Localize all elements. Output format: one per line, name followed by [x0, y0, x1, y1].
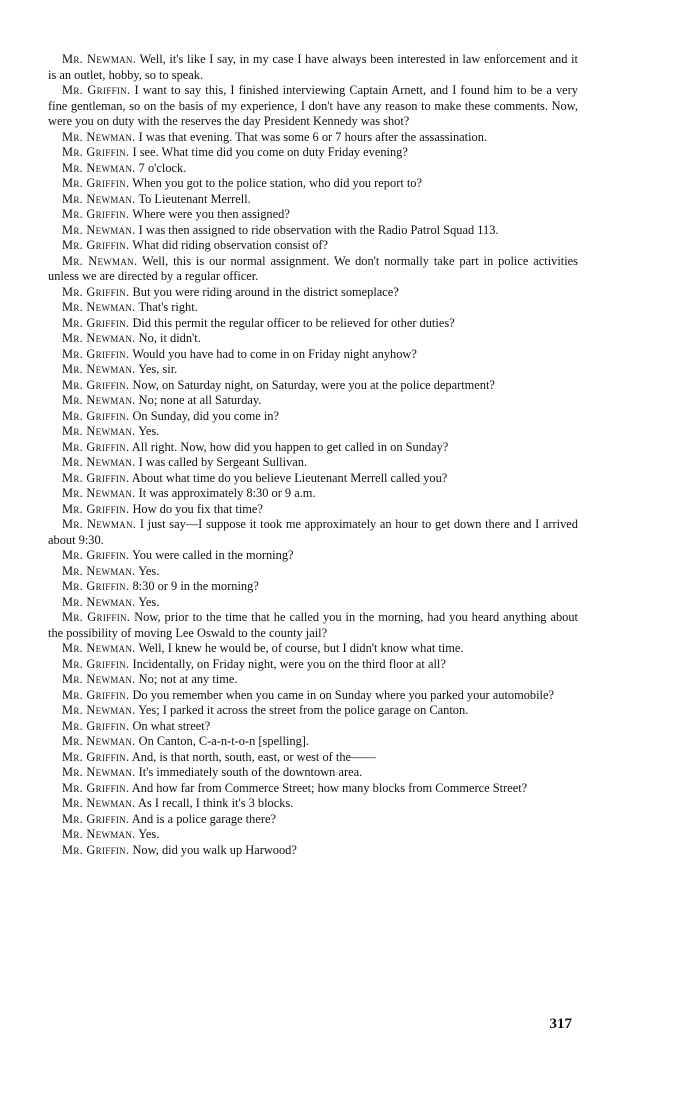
speaker-name: Mr. Newman.	[62, 827, 136, 841]
speaker-name: Mr. Griffin.	[62, 284, 130, 299]
transcript-paragraph	[48, 688, 578, 704]
speaker-name: Mr. Newman.	[62, 52, 137, 66]
speaker-name: Mr. Griffin.	[62, 548, 130, 562]
transcript-paragraph	[48, 734, 578, 750]
speaker-name: Mr. Newman.	[62, 517, 137, 531]
speech-text: No, it didn't.	[138, 331, 201, 345]
speech-text: I see. What time did you come on duty Friday evening?	[132, 145, 408, 159]
speaker-name: Mr. Newman.	[62, 362, 136, 376]
speech-text: No; none at all Saturday.	[138, 393, 262, 407]
speaker-name: Mr. Griffin.	[62, 408, 130, 423]
transcript-paragraph	[48, 564, 578, 580]
transcript-paragraph	[48, 657, 578, 673]
transcript-paragraph	[48, 238, 578, 254]
speech-text: Well, it's like I say, in my case I have always been interested in law enforcement and it is an outlet, hobby, so to speak.	[48, 52, 578, 82]
speech-text: Now, prior to the time that he called you in the morning, had you heard anything about the possibility of moving Lee Oswald to the county jail?	[48, 610, 578, 640]
speech-text: Yes; I parked it across the street from the police garage on Canton.	[138, 703, 469, 717]
speech-text: When you got to the police station, who did you report to?	[132, 176, 422, 190]
speech-text: And is a police garage there?	[131, 811, 276, 826]
speaker-name: Mr. Griffin.	[62, 718, 130, 733]
transcript	[48, 52, 578, 858]
speaker-name: Mr. Griffin.	[62, 377, 130, 392]
transcript-paragraph	[48, 502, 578, 518]
transcript-paragraph	[48, 719, 578, 735]
speech-text: Well, this is our normal assignment. We don't normally take part in police activities unless we are directed by a regular officer.	[48, 253, 578, 283]
transcript-paragraph	[48, 207, 578, 223]
speaker-name: Mr. Newman.	[62, 734, 136, 748]
speech-text: It was approximately 8:30 or 9 a.m.	[138, 486, 316, 500]
transcript-paragraph	[48, 595, 578, 611]
speaker-name: Mr. Newman.	[62, 703, 136, 717]
transcript-paragraph	[48, 471, 578, 487]
transcript-paragraph	[48, 796, 578, 812]
transcript-paragraph	[48, 843, 578, 859]
speaker-name: Mr. Griffin.	[62, 656, 130, 671]
transcript-paragraph	[48, 223, 578, 239]
transcript-paragraph	[48, 440, 578, 456]
speech-text: I just say—I suppose it took me approximately an hour to get down there and I arrived about 9:30.	[48, 517, 578, 547]
transcript-paragraph	[48, 517, 578, 548]
speech-text: All right. Now, how did you happen to get called in on Sunday?	[131, 439, 449, 454]
speaker-name: Mr. Griffin.	[62, 687, 130, 702]
transcript-paragraph	[48, 52, 578, 83]
speech-text: Now, on Saturday night, on Saturday, were you at the police department?	[132, 377, 495, 392]
speaker-name: Mr. Newman.	[62, 424, 136, 438]
speaker-name: Mr. Griffin.	[62, 207, 130, 221]
speaker-name: Mr. Griffin.	[62, 811, 130, 826]
speaker-name: Mr. Griffin.	[62, 579, 130, 593]
speaker-name: Mr. Newman.	[62, 486, 136, 500]
speaker-name: Mr. Newman.	[62, 222, 136, 237]
speaker-name: Mr. Newman.	[62, 331, 136, 345]
transcript-paragraph	[48, 641, 578, 657]
speech-text: But you were riding around in the district someplace?	[132, 284, 399, 299]
speech-text: No; not at any time.	[138, 672, 238, 686]
speech-text: Now, did you walk up Harwood?	[132, 842, 297, 857]
speaker-name: Mr. Griffin.	[62, 315, 130, 330]
speech-text: To Lieutenant Merrell.	[138, 191, 251, 206]
speech-text: On Canton, C-a-n-t-o-n [spelling].	[138, 734, 310, 748]
speech-text: Where were you then assigned?	[132, 207, 290, 221]
transcript-paragraph	[48, 316, 578, 332]
speech-text: Well, I knew he would be, of course, but I didn't know what time.	[138, 641, 464, 655]
speech-text: About what time do you believe Lieutenant Merrell called you?	[131, 470, 448, 485]
speech-text: And how far from Commerce Street; how many blocks from Commerce Street?	[131, 780, 528, 795]
transcript-paragraph	[48, 781, 578, 797]
speaker-name: Mr. Griffin.	[62, 610, 131, 624]
speech-text: 7 o'clock.	[138, 160, 187, 175]
speech-text: Yes.	[138, 563, 160, 578]
transcript-paragraph	[48, 176, 578, 192]
speaker-name: Mr. Newman.	[62, 191, 136, 206]
speech-text: Yes, sir.	[138, 362, 178, 376]
speaker-name: Mr. Griffin.	[62, 176, 130, 190]
speaker-name: Mr. Griffin.	[62, 780, 130, 795]
transcript-paragraph	[48, 548, 578, 564]
speaker-name: Mr. Newman.	[62, 594, 136, 609]
transcript-paragraph	[48, 285, 578, 301]
speech-text: And, is that north, south, east, or west of the——	[131, 749, 376, 764]
speech-text: I was then assigned to ride observation with the Radio Patrol Squad 113.	[138, 222, 499, 237]
speech-text: Do you remember when you came in on Sunday where you parked your automobile?	[132, 687, 554, 702]
transcript-paragraph	[48, 347, 578, 363]
speech-text: I want to say this, I finished interviewing Captain Arnett, and I found him to be a very fine gentleman, so on the basis of my experience, I don't have any reason to make these comments. Now, were you on duty with the reserves the day President Kennedy was shot?	[48, 83, 578, 128]
transcript-paragraph	[48, 424, 578, 440]
speaker-name: Mr. Griffin.	[62, 346, 130, 361]
speaker-name: Mr. Newman.	[62, 563, 136, 578]
transcript-paragraph	[48, 750, 578, 766]
speech-text: On Sunday, did you come in?	[132, 408, 279, 423]
speech-text: That's right.	[138, 300, 198, 314]
speaker-name: Mr. Newman.	[62, 641, 136, 655]
speech-text: Yes.	[138, 594, 160, 609]
speaker-name: Mr. Griffin.	[62, 842, 130, 857]
speech-text: Yes.	[138, 827, 160, 841]
transcript-paragraph	[48, 486, 578, 502]
speech-text: It's immediately south of the downtown area.	[138, 765, 363, 779]
speaker-name: Mr. Newman.	[62, 393, 136, 407]
transcript-paragraph	[48, 455, 578, 471]
transcript-paragraph	[48, 610, 578, 641]
transcript-paragraph	[48, 161, 578, 177]
speech-text: Yes.	[138, 424, 160, 438]
speech-text: I was called by Sergeant Sullivan.	[138, 455, 308, 469]
speech-text: Would you have had to come in on Friday night anyhow?	[132, 346, 417, 361]
speaker-name: Mr. Griffin.	[62, 145, 130, 159]
speaker-name: Mr. Newman.	[62, 129, 136, 144]
speaker-name: Mr. Newman.	[62, 765, 136, 779]
transcript-paragraph	[48, 130, 578, 146]
transcript-paragraph	[48, 145, 578, 161]
page-number: 317	[549, 1016, 572, 1032]
transcript-paragraph	[48, 672, 578, 688]
speech-text: As I recall, I think it's 3 blocks.	[137, 796, 294, 810]
speaker-name: Mr. Griffin.	[62, 749, 130, 764]
speaker-name: Mr. Newman.	[62, 160, 136, 175]
speaker-name: Mr. Newman.	[62, 300, 136, 314]
transcript-paragraph	[48, 409, 578, 425]
speech-text: What did riding observation consist of?	[132, 238, 329, 252]
speaker-name: Mr. Griffin.	[62, 238, 130, 252]
transcript-paragraph	[48, 765, 578, 781]
speech-text: On what street?	[132, 718, 211, 733]
speech-text: 8:30 or 9 in the morning?	[132, 579, 259, 593]
speech-text: I was that evening. That was some 6 or 7 hours after the assassination.	[138, 129, 488, 144]
speaker-name: Mr. Griffin.	[62, 470, 130, 485]
transcript-paragraph	[48, 827, 578, 843]
speech-text: Incidentally, on Friday night, were you on the third floor at all?	[132, 656, 446, 671]
speech-text: Did this permit the regular officer to be relieved for other duties?	[132, 315, 455, 330]
transcript-paragraph	[48, 378, 578, 394]
transcript-paragraph	[48, 192, 578, 208]
speech-text: You were called in the morning?	[132, 548, 294, 562]
speaker-name: Mr. Newman.	[62, 796, 136, 810]
speaker-name: Mr. Newman.	[62, 455, 136, 469]
speaker-name: Mr. Newman.	[62, 672, 136, 686]
transcript-paragraph	[48, 393, 578, 409]
transcript-paragraph	[48, 703, 578, 719]
speaker-name: Mr. Griffin.	[62, 501, 130, 516]
testimony-page	[48, 52, 578, 858]
speaker-name: Mr. Griffin.	[62, 83, 131, 97]
speaker-name: Mr. Newman.	[62, 253, 138, 268]
transcript-paragraph	[48, 812, 578, 828]
transcript-paragraph	[48, 331, 578, 347]
speaker-name: Mr. Griffin.	[62, 439, 130, 454]
transcript-paragraph	[48, 300, 578, 316]
transcript-paragraph	[48, 254, 578, 285]
transcript-paragraph	[48, 83, 578, 130]
transcript-paragraph	[48, 362, 578, 378]
transcript-paragraph	[48, 579, 578, 595]
speech-text: How do you fix that time?	[132, 501, 263, 516]
